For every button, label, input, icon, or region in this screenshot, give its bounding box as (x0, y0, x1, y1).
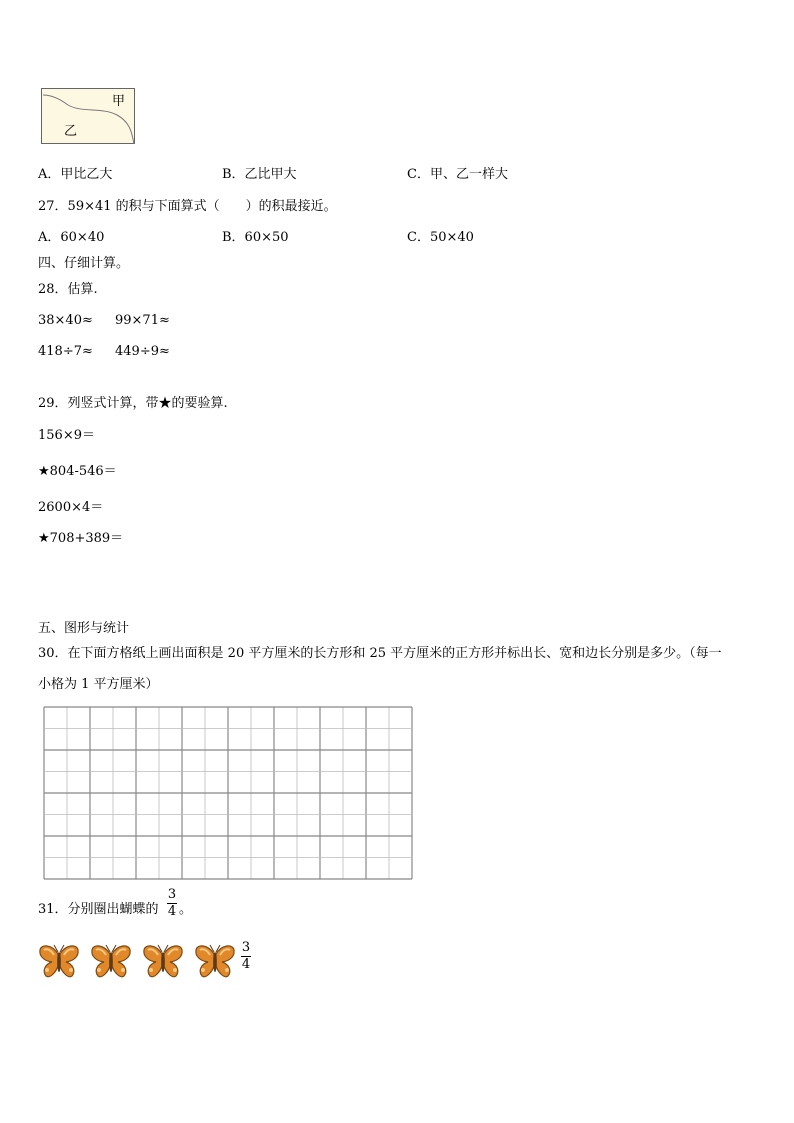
label-yi: 乙 (64, 124, 78, 139)
q29-question: 29．列竖式计算，带★的要验算. (38, 396, 228, 411)
q26-option-a: A．甲比乙大 (38, 167, 113, 182)
grid-paper (43, 706, 415, 880)
butterfly-icon (142, 942, 184, 980)
q28-item-4: 449÷9≈ (115, 344, 170, 359)
q27-option-c: C．50×40 (407, 230, 474, 245)
q31-denominator: 4 (167, 904, 177, 919)
q31-period: 。 (179, 902, 193, 917)
q27-question: 27．59×41 的积与下面算式（ ）的积最接近。 (38, 199, 337, 214)
q27-option-a: A．60×40 (38, 230, 105, 245)
q28-item-2: 99×71≈ (115, 313, 170, 328)
q29-item-4: ★708+389＝ (38, 531, 124, 546)
section-5-title: 五、图形与统计 (38, 621, 130, 636)
q31-fraction (167, 888, 177, 919)
label-jia: 甲 (112, 94, 126, 109)
q29-item-3: 2600×4＝ (38, 500, 104, 515)
shape-figure (41, 88, 135, 144)
q30-question-line1: 30．在下面方格纸上画出面积是 20 平方厘米的长方形和 25 平方厘米的正方形并标出长、宽和边长分别是多少。（每一 (38, 646, 722, 661)
answer-denominator: 4 (241, 957, 251, 972)
butterfly-icon (194, 942, 236, 980)
q27-option-b: B．60×50 (222, 230, 289, 245)
q26-option-c: C．甲、乙一样大 (407, 167, 508, 182)
section-4-title: 四、仔细计算。 (38, 256, 130, 271)
answer-numerator: 3 (241, 940, 251, 955)
butterfly-icon (38, 942, 80, 980)
q30-question-line2: 小格为 1 平方厘米） (38, 677, 159, 692)
butterfly-icon (90, 942, 132, 980)
q29-item-1: 156×9＝ (38, 428, 95, 443)
q28-question: 28．估算. (38, 282, 98, 297)
q26-option-b: B．乙比甲大 (222, 167, 297, 182)
q29-item-2: ★804-546＝ (38, 464, 117, 479)
q28-item-3: 418÷7≈ (38, 344, 93, 359)
answer-fraction (241, 941, 251, 972)
q28-item-1: 38×40≈ (38, 313, 93, 328)
q31-question: 31．分别圈出蝴蝶的 (38, 902, 159, 917)
q31-numerator: 3 (167, 887, 177, 902)
